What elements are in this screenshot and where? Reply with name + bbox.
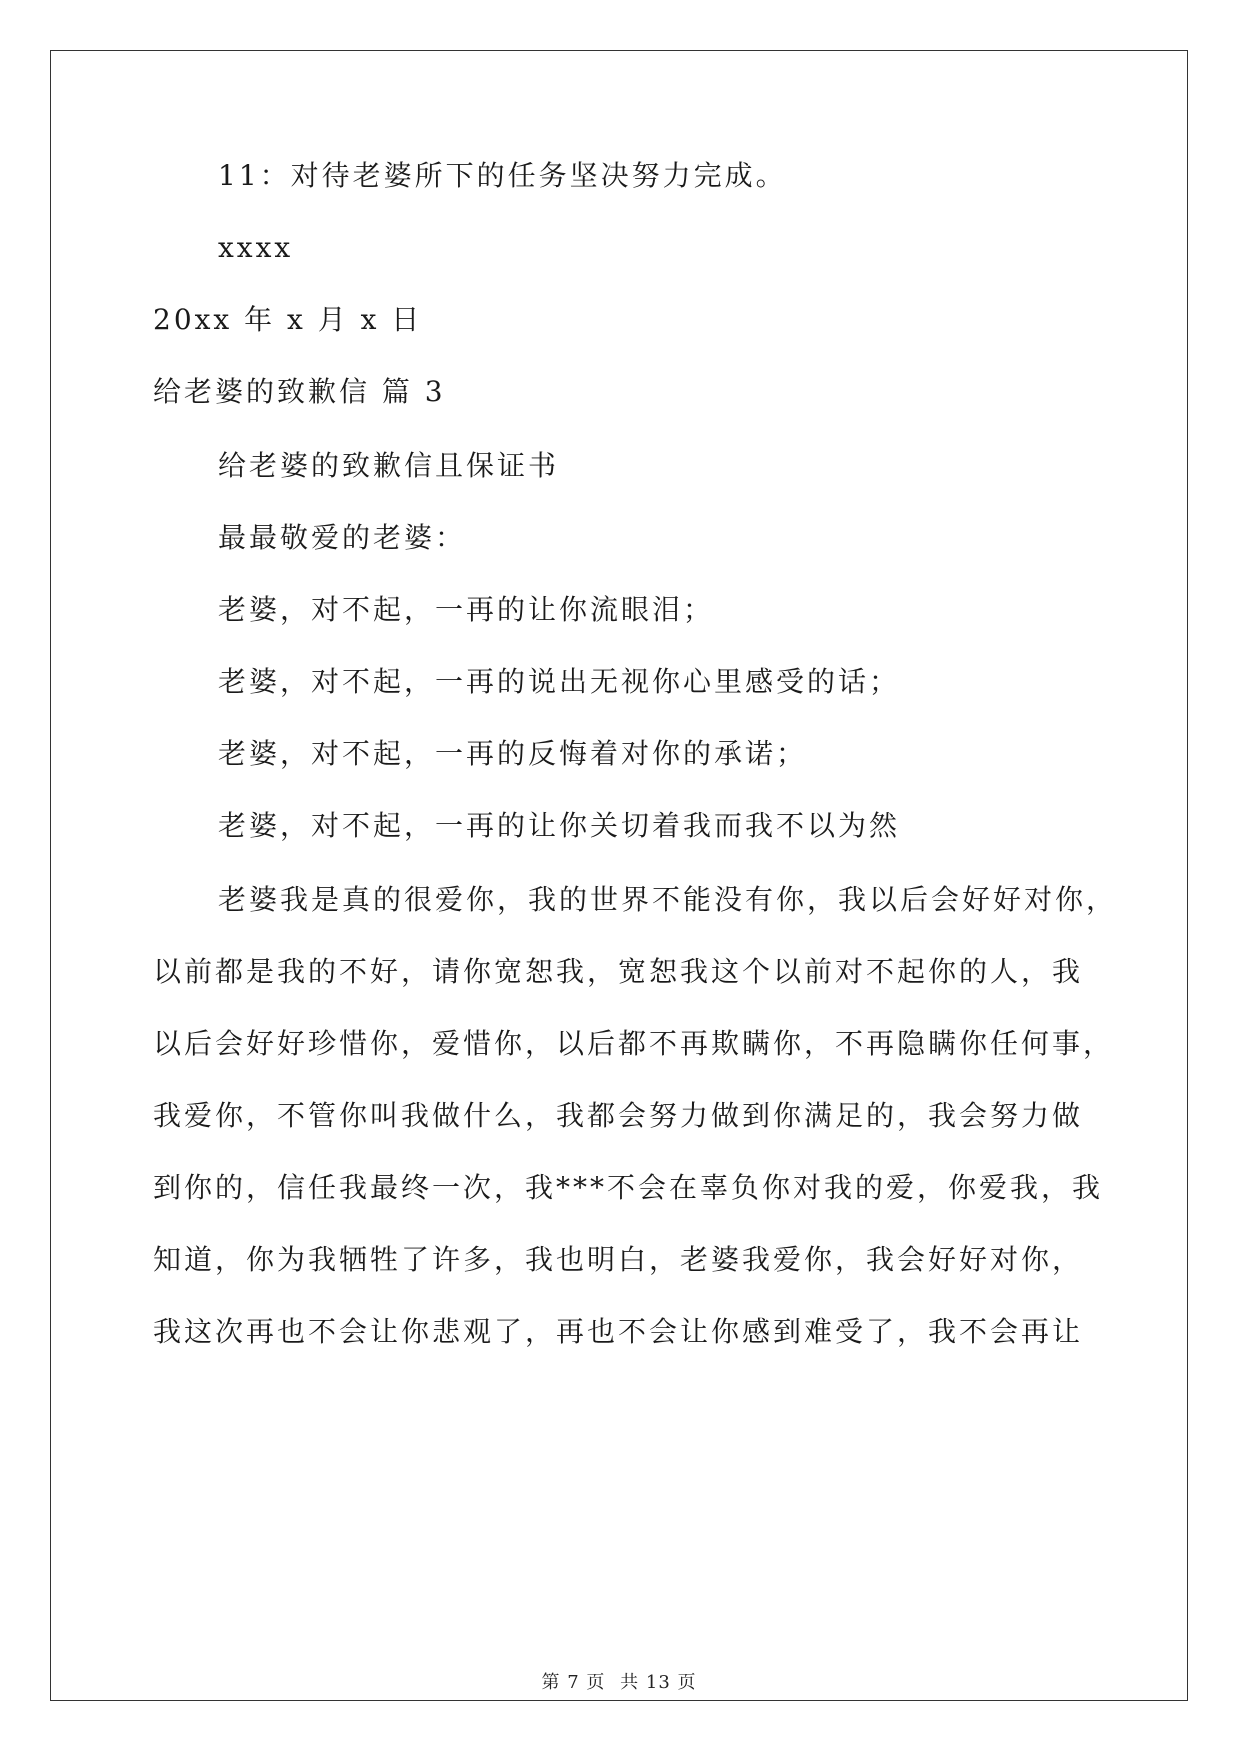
- letter-title: 给老婆的致歉信且保证书: [218, 449, 560, 482]
- paragraph-line: 以后会好好珍惜你，爱惜你，以后都不再欺瞒你，不再隐瞒你任何事，: [153, 1027, 1115, 1060]
- paragraph-line: 我爱你，不管你叫我做什么，我都会努力做到你满足的，我会努力做: [153, 1099, 1084, 1132]
- text-line: 11：对待老婆所下的任务坚决努力完成。: [218, 159, 787, 192]
- page-footer: [51, 1671, 1187, 1695]
- page-total: 共 13 页: [620, 1672, 697, 1693]
- text-line: 老婆，对不起，一再的反悔着对你的承诺；: [218, 737, 808, 770]
- signature-line: xxxx: [218, 231, 294, 264]
- text-line: 老婆，对不起，一再的让你流眼泪；: [218, 593, 715, 626]
- paragraph-line: 知道，你为我牺牲了许多，我也明白，老婆我爱你，我会好好对你，: [153, 1243, 1084, 1276]
- text-line: 老婆，对不起，一再的说出无视你心里感受的话；: [218, 665, 901, 698]
- page-number: 第 7 页: [541, 1672, 606, 1693]
- text-line: 老婆，对不起，一再的让你关切着我而我不以为然: [218, 809, 901, 842]
- paragraph-line: 以前都是我的不好，请你宽恕我，宽恕我这个以前对不起你的人，我: [153, 955, 1084, 988]
- section-heading: 给老婆的致歉信 篇 3: [153, 375, 446, 408]
- salutation: 最最敬爱的老婆：: [218, 521, 467, 554]
- paragraph-line: 我这次再也不会让你悲观了，再也不会让你感到难受了，我不会再让: [153, 1315, 1084, 1348]
- page-frame: [50, 50, 1188, 1701]
- paragraph-line: 到你的，信任我最终一次，我***不会在辜负你对我的爱，你爱我，我: [153, 1171, 1104, 1204]
- date-line: 20xx 年 x 月 x 日: [153, 303, 423, 336]
- paragraph-line: 老婆我是真的很爱你，我的世界不能没有你，我以后会好好对你，: [218, 883, 1118, 916]
